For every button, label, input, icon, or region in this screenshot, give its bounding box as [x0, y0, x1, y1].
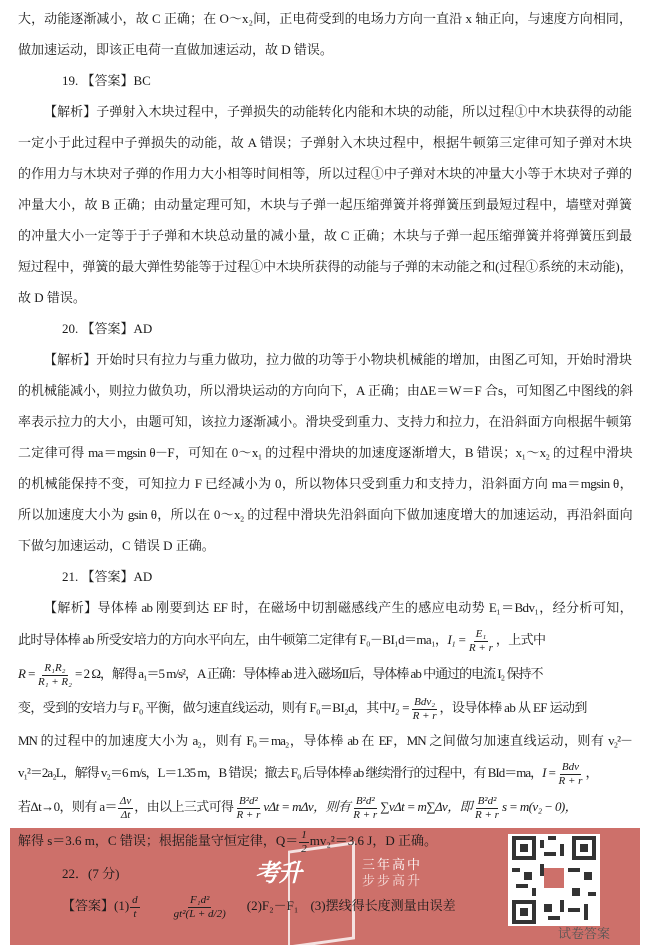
text-segment: mv₂²＝3.6 J，D 正确。 — [309, 833, 437, 848]
text-segment: s = m(v₂ − 0)， — [501, 799, 577, 814]
numerator: E₁ — [475, 627, 487, 640]
numerator: B²d² — [239, 794, 258, 807]
text-line: MN 的过程中的加速度大小为 a₂，则有 F₀＝ma₂，导体棒 ab 在 EF，MN 之间做匀加速直线运动，则有 v₂²－ — [18, 733, 632, 748]
text-line: 的机械能减小，则拉力做负功，所以滑块运动的方向向下，A 正确；由ΔE＝W＝F 合s，可知图乙中图线的斜 — [18, 383, 634, 398]
q19-answer-header: 19. 【答案】BC — [62, 73, 151, 88]
text-line: 的作用力与木块对子弹的作用力大小相等时间相等，所以过程①中子弹对木块的冲量大小等于木块对子弹的 — [18, 166, 632, 181]
text-segment: 变，受到的安培力与 F₀ 平衡，做匀速直线运动，则有 F₀＝BI₂d，其中 — [18, 700, 392, 715]
denominator: R₁ + R₂ — [37, 675, 72, 688]
formula-lhs: R = — [18, 666, 35, 681]
text-segment: ，由以上三式可得 — [134, 799, 234, 814]
formula-lhs: I₂ = — [391, 700, 410, 715]
numerator: Bdv — [561, 760, 580, 773]
denominator: Δt — [120, 808, 131, 821]
q22-header: 22．(7 分) — [62, 866, 120, 881]
q20-answer-header: 20. 【答案】AD — [62, 321, 153, 336]
formula-line — [18, 824, 632, 858]
denominator: R + r — [353, 808, 378, 821]
text-line: 冲量大小，故 B 正确；由动量定理可知，木块与子弹一起压缩弹簧并将弹簧压到最短过程中，墙壁对弹簧 — [18, 197, 632, 212]
answer-part-2: (2)F₂－F₁ — [246, 898, 299, 913]
text-segment: 解得 s＝3.6 m，C 错误；根据能量守恒定律，Q＝ — [18, 833, 299, 848]
numerator: F₁d² — [190, 893, 210, 906]
denominator: R + r — [236, 808, 261, 821]
text-segment: 若Δt→0，则有 a＝ — [18, 799, 117, 814]
numerator: 1 — [301, 828, 307, 841]
formula-line — [18, 790, 632, 824]
text-segment: ，设导体棒 ab 从 EF 运动到 — [439, 700, 587, 715]
denominator: R + r — [558, 774, 583, 787]
fraction — [234, 795, 262, 822]
text-line: 大，动能逐渐减小，故 C 正确；在 O～x₂间，正电荷受到的电场力方向一直沿 x 轴正向，与速度方向相同， — [18, 11, 632, 26]
denominator: gt²(L + d/2) — [173, 907, 226, 920]
text-line: 做加速运动，即该正电荷一直做加速运动，故 D 错误。 — [18, 42, 333, 57]
text-segment: ， — [585, 765, 598, 780]
q21-answer-header: 21. 【答案】AD — [62, 569, 153, 584]
fraction — [473, 795, 501, 822]
text-line: 【解析】导体棒 ab 刚要到达 EF 时，在磁场中切割磁感线产生的感应电动势 E₁＝Bdv₁，经分析可知， — [44, 600, 632, 615]
denominator: t — [133, 907, 137, 920]
fraction — [299, 829, 309, 856]
fraction — [351, 795, 379, 822]
slogan-line-1: 三年高中 — [362, 858, 423, 873]
text-line: 短过程中，弹簧的最大弹性势能等于过程①中木块所获得的动能与子弹的末动能之和(过程①系统的末动能)， — [18, 259, 632, 274]
text-line: 故 D 错误。 — [18, 290, 86, 305]
text-line: 下做匀加速运动，C 错误 D 正确。 — [18, 538, 215, 553]
fraction — [411, 696, 439, 723]
denominator: R + r — [412, 709, 437, 722]
formula-line — [18, 691, 632, 725]
brand-logo: 考升 — [255, 859, 301, 887]
numerator: d — [132, 893, 138, 906]
text-segment: v₁²＝2a₂L，解得 v₂＝6 m/s，L＝1.35 m，B 错误；撤去 F₀ 后导体棒 ab 继续滑行的过程中，有 BId＝ma， — [18, 765, 543, 780]
text-segment: ∑vΔt = m∑Δv，即 — [380, 799, 473, 814]
answer-part-3: (3)摆线得长度测量由误差 — [310, 898, 456, 913]
answer-document — [18, 3, 632, 923]
text-line: 所以加速度大小为 gsin θ，所以在 0～x₂ 的过程中滑块先沿斜面向下做加速度增大的加速运动，再沿斜面向 — [18, 507, 632, 522]
q22-answer-line — [18, 889, 632, 923]
numerator: R₁R₂ — [44, 661, 66, 674]
fraction — [36, 662, 74, 689]
formula-line — [18, 756, 632, 790]
numerator: Δv — [119, 794, 132, 807]
denominator: 2 — [301, 842, 307, 855]
text-line: 的冲量大小一定等于于子弹和木块总动量的减小量，故 C 正确；木块与子弹一起压缩弹簧并将弹簧压到最 — [18, 228, 632, 243]
fraction — [118, 795, 133, 822]
slogan-line-2: 步步高升 — [362, 874, 423, 889]
numerator: Bdv₂ — [414, 695, 436, 708]
formula-lhs: I₁ = — [447, 632, 466, 647]
fraction — [467, 628, 495, 655]
text-line: 一定小于此过程中子弹损失的动能，故 A 错误；子弹射入木块过程中，根据牛顿第三定律可知子弹对木块 — [18, 135, 632, 150]
numerator: B²d² — [477, 794, 497, 807]
formula-line — [18, 657, 632, 691]
text-line: 【解析】子弹射入木块过程中，子弹损失的动能转化内能和木块的动能，所以过程①中木块获得的动能 — [44, 104, 632, 119]
text-segment: 此时导体棒 ab 所受安培力的方向水平向左，由牛顿第二定律有 F₀－BI₁d＝ma₁， — [18, 632, 448, 647]
fraction — [557, 761, 585, 788]
fraction — [172, 894, 228, 921]
text-line: 的机械能保持不变，可知拉力 F 已经减小为 0，所以物体只受到重力和支持力，沿斜面方向 ma＝mgsin θ， — [18, 476, 632, 491]
formula-line — [18, 623, 632, 657]
denominator: R + r — [468, 641, 493, 654]
text-segment: vΔt = mΔv，则有 — [263, 799, 351, 814]
denominator: R + r — [475, 808, 499, 821]
text-line: 二定律可得 ma＝mgsin θ－F，可知在 0～x₁ 的过程中滑块的加速度逐渐增大，B 错误；x₁～x₂ 的过程中滑块 — [18, 445, 632, 460]
answer-label: 【答案】(1) — [62, 898, 130, 913]
text-line: 【解析】开始时只有拉力与重力做功，拉力做的功等于小物块机械能的增加，由图乙可知，开始时滑块 — [44, 352, 632, 367]
numerator: B²d² — [355, 794, 375, 807]
watermark-text: 试卷答案 — [558, 927, 611, 942]
text-line: 率表示拉力的大小，由题可知，该拉力逐渐减小。滑块受到重力、支持力和拉力，在沿斜面方向根据牛顿第 — [18, 414, 632, 429]
formula-lhs: I = — [542, 765, 556, 780]
fraction — [130, 894, 140, 921]
text-segment: = 2 Ω，解得 a₁＝5 m/s²，A 正确：导体棒 ab 进入磁场II后，导体棒 ab 中通过的电流 I₂ 保持不 — [74, 666, 543, 681]
text-segment: ，上式中 — [495, 632, 546, 647]
